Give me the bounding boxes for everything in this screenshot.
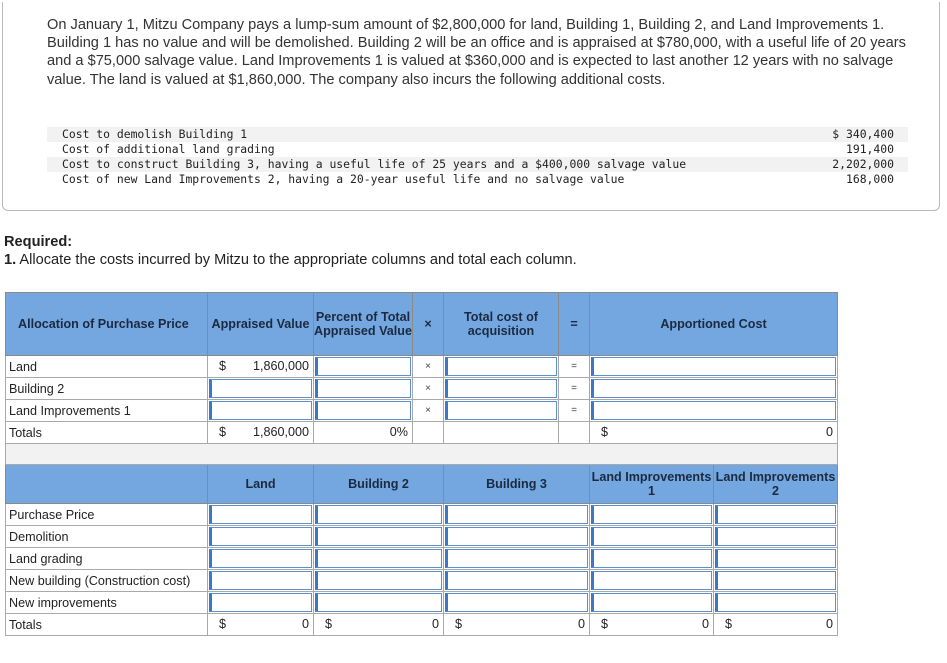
land-total: 0 (301, 617, 309, 631)
building-2-input[interactable] (314, 592, 444, 614)
land-input[interactable] (208, 526, 314, 548)
land-improvements-2-input[interactable] (714, 592, 838, 614)
blank-cell (559, 422, 590, 444)
building-3-total-cell (444, 614, 590, 636)
cost-label: Cost to demolish Building 1 (47, 127, 817, 142)
cost-amount: $ 340,400 (817, 127, 908, 142)
percent-input[interactable] (314, 378, 413, 400)
costs-row-demolition (6, 526, 838, 548)
cost-row (47, 157, 908, 172)
apportioned-total-cell (590, 422, 838, 444)
cost-label: Cost to construct Building 3, having a useful life of 25 years and a $400,000 salvage value (47, 157, 817, 172)
row-label: Purchase Price (6, 504, 208, 526)
additional-costs-table (47, 127, 908, 187)
land-improvements-2-input[interactable] (714, 526, 838, 548)
land-improvements-1-total: 0 (701, 617, 709, 631)
dollar-sign: $ (219, 617, 227, 631)
cost-row (47, 172, 908, 187)
apportioned-cost-input[interactable] (590, 356, 838, 378)
building-3-input[interactable] (444, 548, 590, 570)
allocation-row-land-improvements-1 (6, 400, 838, 422)
land-improvements-1-input[interactable] (590, 548, 714, 570)
costs-totals-row (6, 614, 838, 636)
required-number: 1. (4, 252, 17, 268)
cost-label: Cost of additional land grading (47, 142, 817, 157)
appraised-total-cell (208, 422, 314, 444)
header-building-3: Building 3 (444, 465, 590, 504)
header-percent-of-total: Percent of Total Appraised Value (314, 293, 413, 356)
cost-amount: 2,202,000 (817, 157, 908, 172)
row-label: Building 2 (6, 378, 208, 400)
header-land-improvements-1: Land Improvements 1 (590, 465, 714, 504)
building-3-input[interactable] (444, 570, 590, 592)
building-2-input[interactable] (314, 504, 444, 526)
header-multiply-sign: × (413, 293, 444, 356)
percent-input[interactable] (314, 356, 413, 378)
dollar-sign: $ (725, 617, 733, 631)
equals-sign: = (559, 356, 590, 378)
spacer-cell (6, 444, 838, 465)
building-3-input[interactable] (444, 504, 590, 526)
total-cost-input[interactable] (444, 356, 559, 378)
costs-header-row (6, 465, 838, 504)
equals-sign: = (559, 378, 590, 400)
row-label: Land Improvements 1 (6, 400, 208, 422)
row-label: Land (6, 356, 208, 378)
header-appraised-value: Appraised Value (208, 293, 314, 356)
header-building-2: Building 2 (314, 465, 444, 504)
total-cost-input[interactable] (444, 378, 559, 400)
dollar-sign: $ (325, 617, 333, 631)
multiply-sign: × (413, 378, 444, 400)
land-improvements-1-input[interactable] (590, 526, 714, 548)
appraised-value-input[interactable] (208, 378, 314, 400)
building-3-total: 0 (577, 617, 585, 631)
row-label: Demolition (6, 526, 208, 548)
required-section (4, 233, 577, 269)
blank-cell (444, 422, 559, 444)
header-land: Land (208, 465, 314, 504)
row-label: New improvements (6, 592, 208, 614)
percent-total-cell (314, 422, 413, 444)
multiply-sign: × (413, 356, 444, 378)
cost-amount: 191,400 (817, 142, 908, 157)
land-improvements-1-total-cell (590, 614, 714, 636)
allocation-row-land (6, 356, 838, 378)
blank-cell (413, 422, 444, 444)
land-improvements-1-input[interactable] (590, 592, 714, 614)
row-label: Totals (6, 614, 208, 636)
building-3-input[interactable] (444, 592, 590, 614)
appraised-value-cell (208, 356, 314, 378)
header-equals-sign: = (559, 293, 590, 356)
land-input[interactable] (208, 570, 314, 592)
costs-row-new-building (6, 570, 838, 592)
row-label: Land grading (6, 548, 208, 570)
appraised-total: 1,860,000 (252, 425, 309, 439)
row-label: New building (Construction cost) (6, 570, 208, 592)
building-2-input[interactable] (314, 570, 444, 592)
appraised-value: 1,860,000 (252, 359, 309, 373)
cost-row (47, 127, 908, 142)
land-improvements-2-input[interactable] (714, 570, 838, 592)
building-2-input[interactable] (314, 526, 444, 548)
problem-paragraph: On January 1, Mitzu Company pays a lump-sum amount of $2,800,000 for land, Building 1, Building 2, and Land Improvements 1. Building 1 has no value and will be demolished. Building 2 will be an office and is appraised at $780,000, with a useful life of 20 years and a $75,000 salvage value. Land Improvements 1 is valued at $360,000 and is expected to last another 12 years with no salvage value. The land is valued at $1,860,000. The company also incurs the following additional costs. (47, 17, 906, 88)
land-improvements-1-input[interactable] (590, 570, 714, 592)
dollar-sign: $ (601, 425, 609, 439)
header-land-improvements-2: Land Improvements 2 (714, 465, 838, 504)
land-input[interactable] (208, 504, 314, 526)
costs-row-purchase-price (6, 504, 838, 526)
multiply-sign: × (413, 400, 444, 422)
allocation-worksheet (5, 292, 838, 636)
header-allocation-of-purchase-price: Allocation of Purchase Price (6, 293, 208, 356)
dollar-sign: $ (219, 425, 227, 439)
header-apportioned-cost: Apportioned Cost (590, 293, 838, 356)
percent-input[interactable] (314, 400, 413, 422)
allocation-row-building-2 (6, 378, 838, 400)
allocation-totals-row (6, 422, 838, 444)
land-total-cell (208, 614, 314, 636)
building-2-total-cell (314, 614, 444, 636)
dollar-sign: $ (455, 617, 463, 631)
header-total-cost-of-acquisition: Total cost of acquisition (444, 293, 559, 356)
apportioned-cost-input[interactable] (590, 378, 838, 400)
spacer-row (6, 444, 838, 465)
total-cost-input[interactable] (444, 400, 559, 422)
problem-statement-panel (2, 2, 940, 211)
land-improvements-2-total: 0 (825, 617, 833, 631)
required-heading: Required: (4, 234, 73, 250)
blank-header-cell (6, 465, 208, 504)
building-3-input[interactable] (444, 526, 590, 548)
row-label: Totals (6, 422, 208, 444)
land-improvements-1-input[interactable] (590, 504, 714, 526)
cost-row (47, 142, 908, 157)
appraised-value-input[interactable] (208, 400, 314, 422)
cost-label: Cost of new Land Improvements 2, having a 20-year useful life and no salvage value (47, 172, 817, 187)
land-input[interactable] (208, 592, 314, 614)
building-2-total: 0 (431, 617, 439, 631)
required-text: Allocate the costs incurred by Mitzu to the appropriate columns and total each column. (19, 252, 577, 268)
land-improvements-2-input[interactable] (714, 504, 838, 526)
costs-row-land-grading (6, 548, 838, 570)
percent-total: 0% (389, 425, 408, 439)
equals-sign: = (559, 400, 590, 422)
allocation-header-row (6, 293, 838, 356)
land-improvements-2-input[interactable] (714, 548, 838, 570)
apportioned-total: 0 (825, 425, 833, 439)
apportioned-cost-input[interactable] (590, 400, 838, 422)
dollar-sign: $ (219, 359, 227, 373)
cost-amount: 168,000 (817, 172, 908, 187)
land-improvements-2-total-cell (714, 614, 838, 636)
dollar-sign: $ (601, 617, 609, 631)
land-input[interactable] (208, 548, 314, 570)
costs-row-new-improvements (6, 592, 838, 614)
building-2-input[interactable] (314, 548, 444, 570)
